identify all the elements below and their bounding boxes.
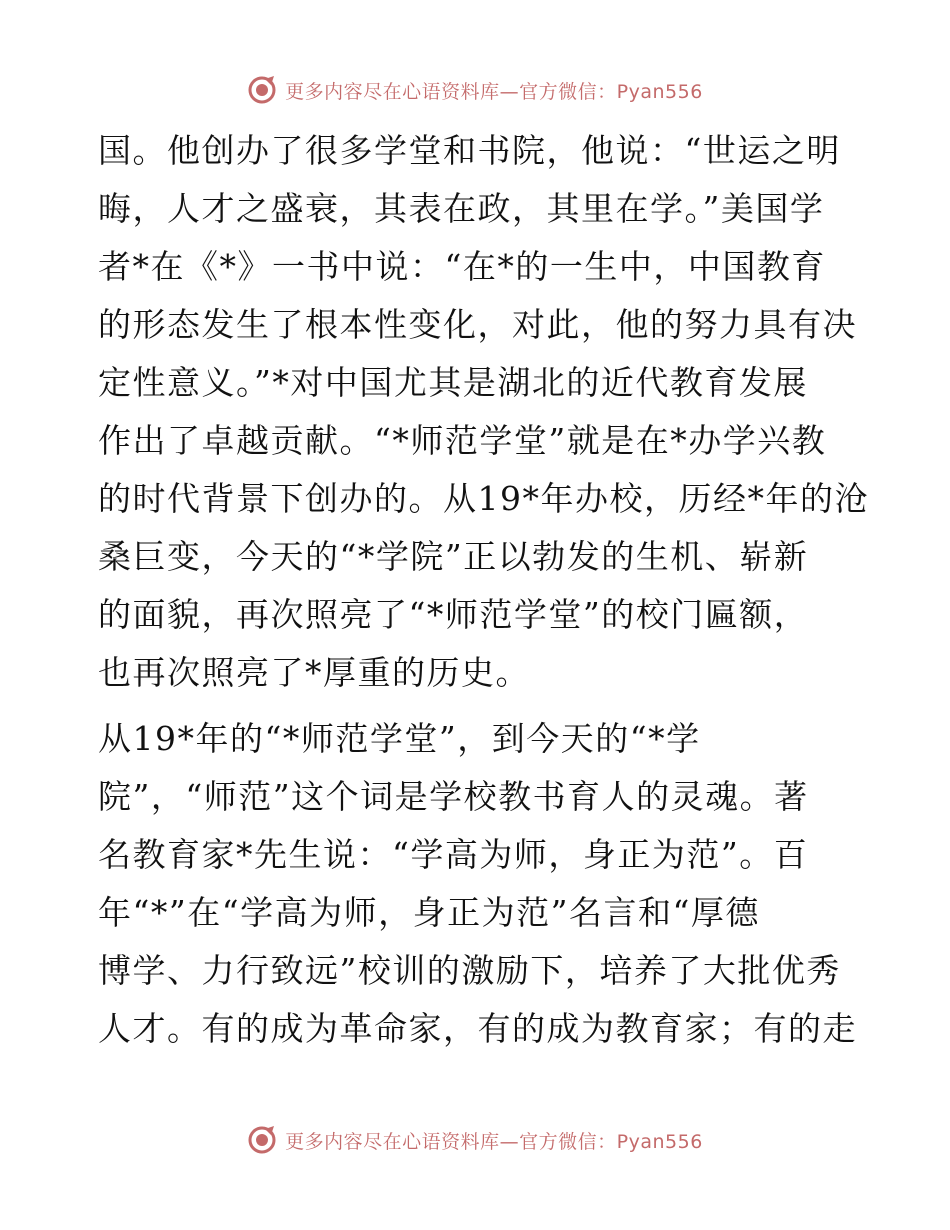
pen-circle-logo-icon	[247, 75, 277, 105]
pen-circle-logo-icon	[247, 1125, 277, 1155]
document-body	[98, 122, 869, 1058]
watermark-footer	[0, 1120, 950, 1160]
text-line: 定性意义。”*对中国尤其是湖北的近代教育发展	[98, 363, 808, 402]
text-line: 名教育家*先生说：“学高为师，身正为范”。百	[98, 835, 809, 874]
watermark-header	[0, 70, 950, 110]
watermark-text: 更多内容尽在心语资料库—官方微信：Pyan556	[285, 1130, 703, 1153]
watermark-text: 更多内容尽在心语资料库—官方微信：Pyan556	[285, 80, 703, 103]
text-line: 年“*”在“学高为师，身正为范”名言和“厚德	[98, 893, 760, 932]
text-line: 国。他创办了很多学堂和书院，他说：“世运之明	[98, 131, 841, 170]
text-line: 也再次照亮了*厚重的历史。	[98, 653, 530, 692]
text-line: 院”，“师范”这个词是学校教书育人的灵魂。著	[98, 777, 809, 816]
text-line: 作出了卓越贡献。“*师范学堂”就是在*办学兴教	[98, 421, 827, 460]
text-line: 桑巨变，今天的“*学院”正以勃发的生机、崭新	[98, 537, 809, 576]
text-line: 的时代背景下创办的。从19*年办校，历经*年的沧	[98, 479, 869, 518]
text-line: 的面貌，再次照亮了“*师范学堂”的校门匾额，	[98, 595, 809, 634]
text-line: 晦，人才之盛衰，其表在政，其里在学。”美国学	[98, 189, 825, 228]
text-line: 者*在《*》一书中说：“在*的一生中，中国教育	[98, 247, 826, 286]
paragraph-2	[98, 710, 858, 1058]
text-line: 从19*年的“*师范学堂”，到今天的“*学	[98, 719, 701, 758]
text-line: 博学、力行致远”校训的激励下，培养了大批优秀	[98, 951, 841, 990]
text-line: 的形态发生了根本性变化，对此，他的努力具有决	[98, 305, 857, 344]
paragraph-1	[98, 122, 869, 702]
text-line: 人才。有的成为革命家，有的成为教育家；有的走	[98, 1009, 857, 1048]
